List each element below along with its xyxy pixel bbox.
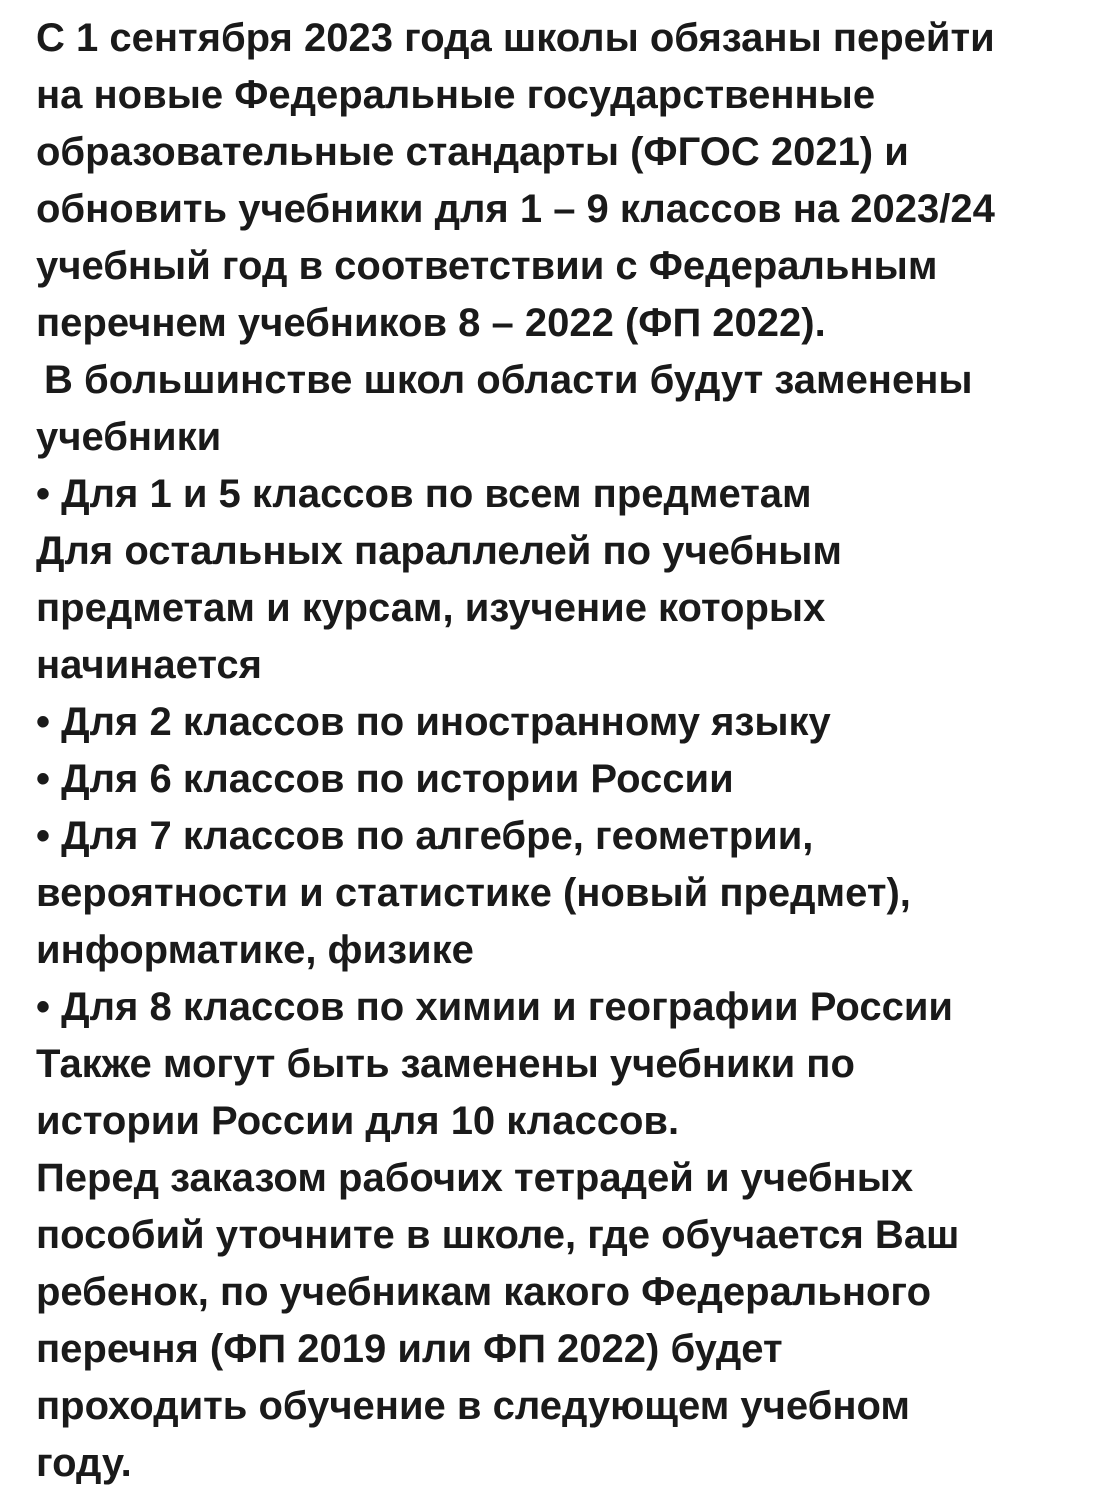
paragraph-line: начинается bbox=[36, 643, 262, 687]
paragraph-line: Для остальных параллелей по учебным bbox=[36, 529, 842, 573]
paragraph-line: на новые Федеральные государственные bbox=[36, 73, 876, 117]
paragraph-line: вероятности и статистике (новый предмет), bbox=[36, 871, 911, 915]
document-text bbox=[36, 10, 1096, 1492]
bullet-item: • Для 7 классов по алгебре, геометрии, bbox=[36, 814, 814, 858]
paragraph-line: Также могут быть заменены учебники по bbox=[36, 1042, 855, 1086]
paragraph-line: информатике, физике bbox=[36, 928, 474, 972]
bullet-item: • Для 2 классов по иностранному языку bbox=[36, 700, 831, 744]
paragraph-line: пособий уточните в школе, где обучается Ваш bbox=[36, 1213, 960, 1257]
paragraph-line: учебный год в соответствии с Федеральным bbox=[36, 244, 938, 288]
paragraph-line: обновить учебники для 1 – 9 классов на 2023/24 bbox=[36, 187, 995, 231]
paragraph-line: истории России для 10 классов. bbox=[36, 1099, 680, 1143]
paragraph-line: предметам и курсам, изучение которых bbox=[36, 586, 826, 630]
paragraph-line: проходить обучение в следующем учебном bbox=[36, 1384, 910, 1428]
paragraph-line: образовательные стандарты (ФГОС 2021) и bbox=[36, 130, 909, 174]
paragraph-line: году. bbox=[36, 1441, 132, 1485]
paragraph-line: перечнем учебников 8 – 2022 (ФП 2022). bbox=[36, 301, 826, 345]
paragraph-line: Перед заказом рабочих тетрадей и учебных bbox=[36, 1156, 914, 1200]
bullet-item: • Для 8 классов по химии и географии России bbox=[36, 985, 953, 1029]
paragraph-line: учебники bbox=[36, 415, 222, 459]
bullet-item: • Для 1 и 5 классов по всем предметам bbox=[36, 472, 812, 516]
paragraph-line: ребенок, по учебникам какого Федерального bbox=[36, 1270, 931, 1314]
paragraph-line: В большинстве школ области будут заменены bbox=[44, 358, 973, 402]
bullet-item: • Для 6 классов по истории России bbox=[36, 757, 734, 801]
paragraph-line: С 1 сентября 2023 года школы обязаны перейти bbox=[36, 16, 995, 60]
paragraph-line: перечня (ФП 2019 или ФП 2022) будет bbox=[36, 1327, 783, 1371]
